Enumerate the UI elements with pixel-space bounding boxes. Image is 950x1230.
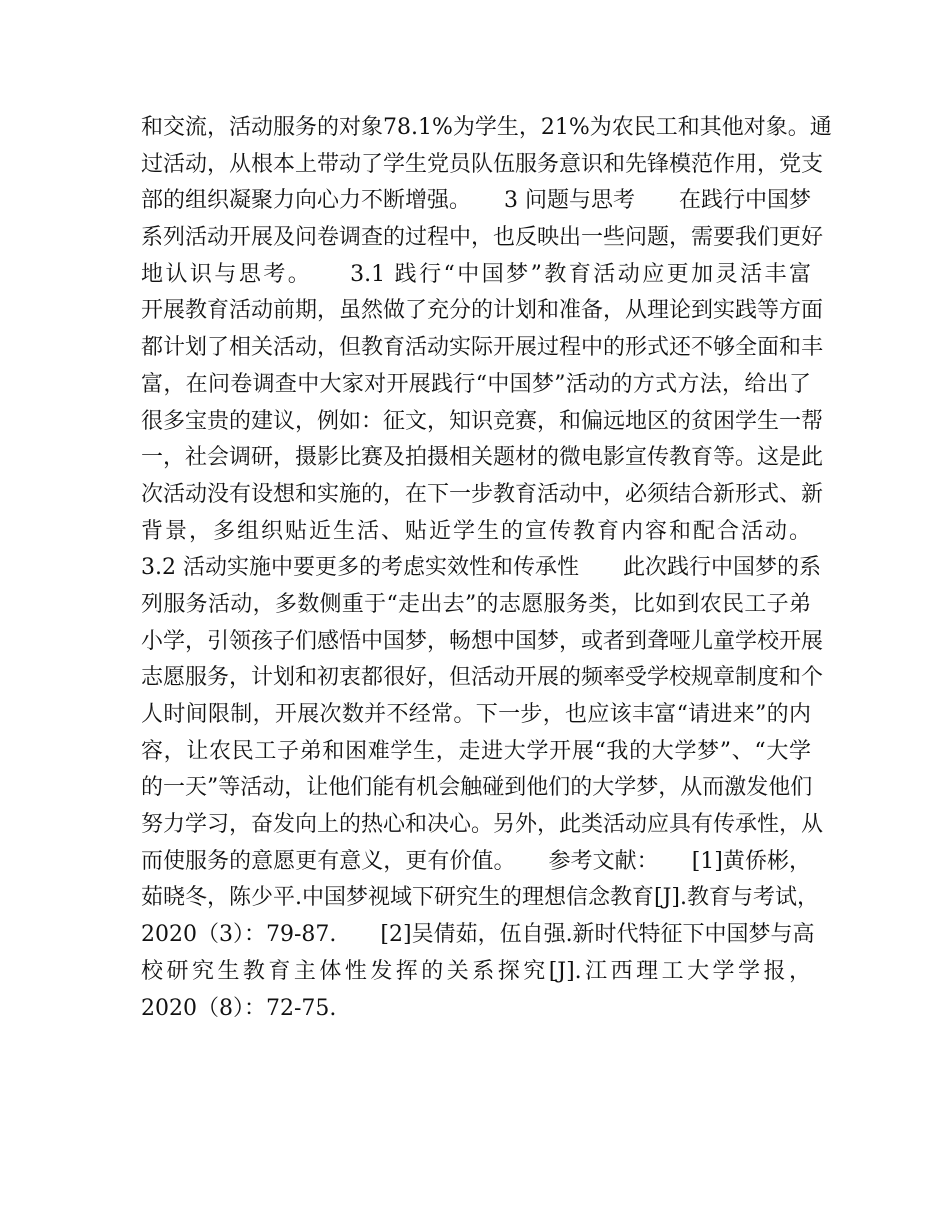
document-body <box>141 110 832 1027</box>
text-line: 2020（8）：72-75. <box>141 995 337 1021</box>
text-line: 部的组织凝聚力向心力不断增强。 3 问题与思考 在践行中国梦 <box>141 188 811 214</box>
text-line: 很多宝贵的建议，例如：征文，知识竞赛，和偏远地区的贫困学生一帮 <box>141 408 824 434</box>
text-line: 系列活动开展及问卷调查的过程中，也反映出一些问题，需要我们更好 <box>141 225 824 251</box>
text-line: 人时间限制，开展次数并不经常。下一步，也应该丰富“请进来”的内 <box>141 702 811 727</box>
text-line: 容，让农民工子弟和困难学生，走进大学开展“我的大学梦”、“大学 <box>141 738 811 764</box>
text-line: 地认识与思考。 3.1 践行“中国梦”教育活动应更加灵活丰富 <box>141 261 811 287</box>
text-line: 志愿服务，计划和初衷都很好，但活动开展的频率受学校规章制度和个 <box>141 665 824 691</box>
text-line: 背景，多组织贴近生活、贴近学生的宣传教育内容和配合活动。 <box>141 518 811 544</box>
text-line: 过活动，从根本上带动了学生党员队伍服务意识和先锋模范作用，党支 <box>141 151 824 177</box>
text-line: 的一天”等活动，让他们能有机会触碰到他们的大学梦，从而激发他们 <box>141 775 813 801</box>
text-line: 小学，引领孩子们感悟中国梦，畅想中国梦，或者到聋哑儿童学校开展 <box>141 628 824 654</box>
text-line: 一，社会调研，摄影比赛及拍摄相关题材的微电影宣传教育等。这是此 <box>141 445 824 471</box>
text-line: 次活动没有设想和实施的，在下一步教育活动中，必须结合新形式、新 <box>141 481 824 507</box>
text-line: 富，在问卷调查中大家对开展践行“中国梦”活动的方式方法，给出了 <box>141 371 811 397</box>
text-line: 而使服务的意愿更有意义，更有价值。 参考文献： [1]黄侨彬， <box>141 848 811 874</box>
text-line: 都计划了相关活动，但教育活动实际开展过程中的形式还不够全面和丰 <box>141 335 824 361</box>
text-line: 3.2 活动实施中要更多的考虑实效性和传承性 此次践行中国梦的系 <box>141 555 821 581</box>
text-line: 2020（3）：79-87. [2]吴倩茹，伍自强.新时代特征下中国梦与高 <box>141 922 815 948</box>
text-line: 校研究生教育主体性发挥的关系探究[J].江西理工大学学报， <box>141 958 811 984</box>
text-line: 开展教育活动前期，虽然做了充分的计划和准备，从理论到实践等方面 <box>141 298 824 324</box>
text-line: 茹晓冬，陈少平.中国梦视域下研究生的理想信念教育[J].教育与考试， <box>141 885 819 911</box>
text-line: 和交流，活动服务的对象78.1%为学生，21%为农民工和其他对象。通 <box>141 115 832 140</box>
text-line: 列服务活动，多数侧重于“走出去”的志愿服务类，比如到农民工子弟 <box>141 591 811 617</box>
text-line: 努力学习，奋发向上的热心和决心。另外，此类活动应具有传承性，从 <box>141 812 824 838</box>
